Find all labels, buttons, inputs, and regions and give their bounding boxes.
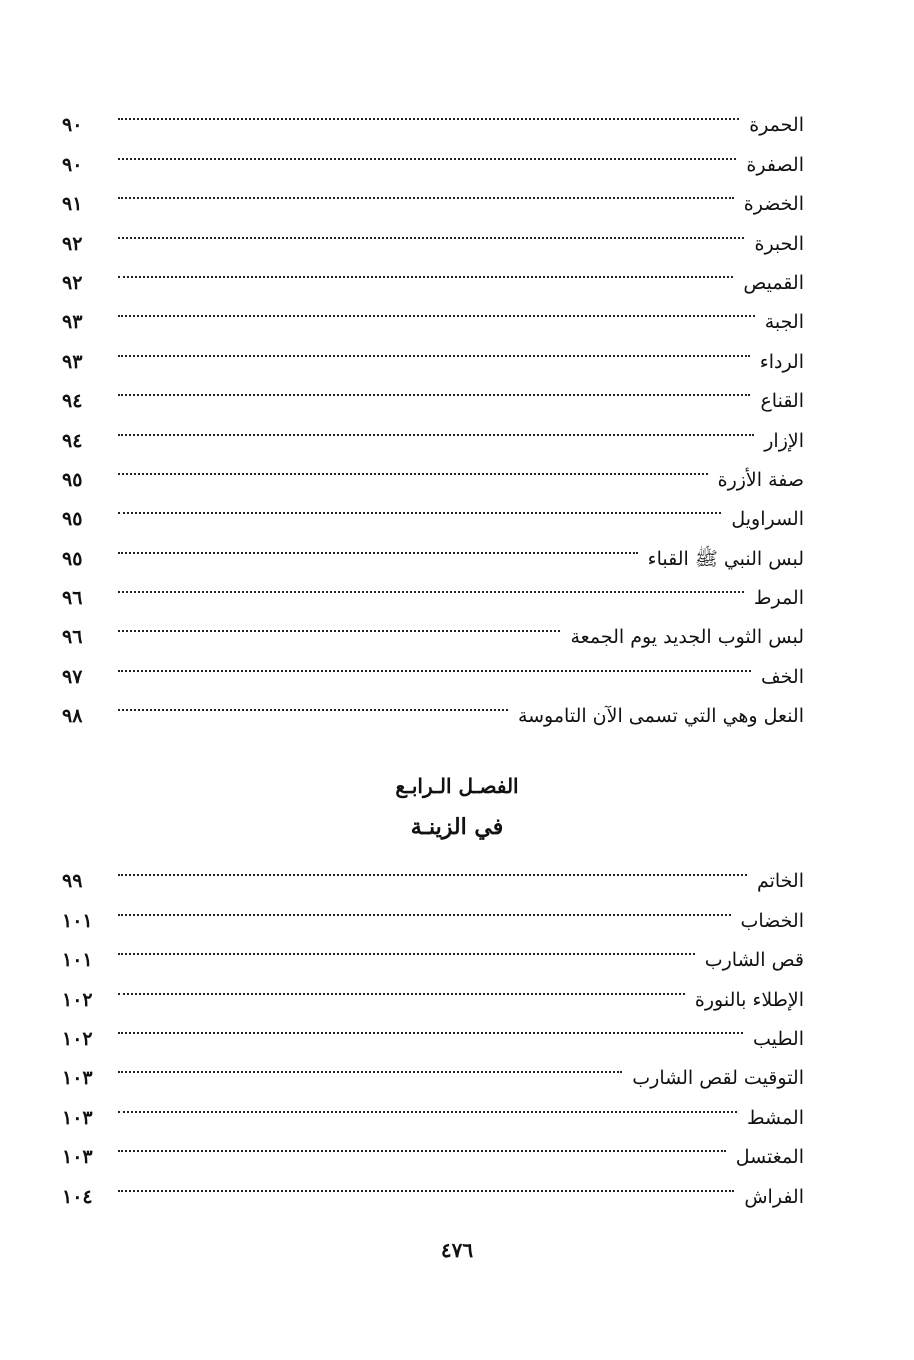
chapter-subtitle: في الزينـة <box>410 814 504 840</box>
dot-leader <box>118 210 748 249</box>
toc-entry <box>62 407 804 452</box>
entry-title: لبس النبي ﷺ القباء <box>647 547 804 570</box>
dot-leader <box>118 848 751 887</box>
entry-title: التوقيت لقص الشارب <box>632 1067 804 1090</box>
entry-page: ٩٥ <box>62 468 83 491</box>
entry-page: ١٠١ <box>62 949 93 972</box>
dot-leader <box>118 368 754 407</box>
entry-page: ١٠٣ <box>62 1146 93 1169</box>
chapter-heading: الفصـل الـرابـع <box>395 774 519 798</box>
dot-leader <box>118 604 564 643</box>
toc-entry <box>62 565 804 610</box>
dot-leader <box>118 289 759 328</box>
entry-title: المرط <box>753 587 804 610</box>
page-number: ٤٧٦ <box>440 1238 474 1262</box>
toc-entry <box>62 447 804 491</box>
entry-title: الخاتم <box>756 870 804 893</box>
entry-page: ٩٣ <box>62 350 83 373</box>
entry-title: صفة الأزرة <box>717 468 804 491</box>
toc-entry <box>62 887 804 932</box>
dot-leader <box>118 328 754 367</box>
entry-page: ١٠٢ <box>62 1027 93 1050</box>
toc-entry <box>62 1045 804 1090</box>
entry-page: ١٠٢ <box>62 988 93 1011</box>
entry-page: ٩٢ <box>62 271 83 294</box>
toc-entry <box>62 1084 804 1129</box>
entry-title: لبس الثوب الجديد يوم الجمعة <box>570 626 804 649</box>
entry-page: ٩٦ <box>62 626 83 649</box>
entry-page: ١٠٣ <box>62 1067 93 1090</box>
dot-leader <box>118 250 737 289</box>
entry-page: ١٠١ <box>62 909 93 932</box>
dot-leader <box>118 92 743 131</box>
entry-page: ٩٣ <box>62 311 83 334</box>
entry-page: ٩٦ <box>62 587 83 610</box>
dot-leader <box>118 525 642 564</box>
entry-page: ٩٤ <box>62 390 83 413</box>
dot-leader <box>118 131 740 170</box>
dot-leader <box>118 447 712 486</box>
entry-title: الجبة <box>764 311 804 334</box>
toc-entry <box>62 604 804 649</box>
toc-entry <box>62 368 804 413</box>
toc-list-clothing <box>62 92 804 728</box>
entry-title: المشط <box>746 1106 804 1129</box>
entry-title: الإزار <box>764 429 804 452</box>
entry-title: القناع <box>760 390 804 413</box>
dot-leader <box>118 966 689 1005</box>
dot-leader <box>118 1045 626 1084</box>
entry-title: الخف <box>760 665 804 688</box>
entry-title: الإطلاء بالنورة <box>694 988 804 1011</box>
toc-entry <box>62 643 804 688</box>
entry-title: الرداء <box>759 350 804 373</box>
dot-leader <box>118 1163 738 1202</box>
entry-title: الخضرة <box>743 193 804 216</box>
entry-page: ٩٠ <box>62 114 83 137</box>
entry-page: ١٠٣ <box>62 1106 93 1129</box>
dot-leader <box>118 643 755 682</box>
entry-page: ٩١ <box>62 193 83 216</box>
entry-title: المغتسل <box>735 1146 804 1169</box>
entry-title: الحمرة <box>749 114 804 137</box>
toc-entry <box>62 927 804 972</box>
dot-leader <box>118 486 725 525</box>
dot-leader <box>118 887 735 926</box>
toc-entry <box>62 328 804 373</box>
entry-title: السراويل <box>731 508 804 531</box>
entry-title: الخضاب <box>740 909 804 932</box>
toc-entry <box>62 1006 804 1050</box>
toc-entry <box>62 683 804 728</box>
entry-page: ٩٧ <box>62 665 83 688</box>
toc-entry <box>62 848 804 893</box>
entry-page: ٩٤ <box>62 429 83 452</box>
toc-entry <box>62 250 804 294</box>
dot-leader <box>118 1006 747 1045</box>
dot-leader <box>118 407 758 446</box>
dot-leader <box>118 683 512 722</box>
entry-title: قص الشارب <box>704 949 804 972</box>
dot-leader <box>118 171 738 210</box>
toc-entry <box>62 92 804 137</box>
entry-title: الطيب <box>752 1027 804 1050</box>
entry-title: القميص <box>743 271 804 294</box>
toc-entry <box>62 1163 804 1208</box>
toc-entry <box>62 525 804 570</box>
entry-title: النعل وهي التي تسمى الآن التاموسة <box>517 705 804 728</box>
entry-page: ١٠٤ <box>62 1185 93 1208</box>
entry-title: الفراش <box>744 1185 804 1208</box>
entry-page: ٩٥ <box>62 547 83 570</box>
entry-page: ٩٠ <box>62 153 83 176</box>
entry-page: ٩٢ <box>62 232 83 255</box>
toc-entry <box>62 289 804 334</box>
dot-leader <box>118 1084 741 1123</box>
entry-title: الحبرة <box>754 232 804 255</box>
toc-entry <box>62 966 804 1011</box>
entry-title: الصفرة <box>746 153 804 176</box>
dot-leader <box>118 1124 730 1163</box>
entry-page: ٩٥ <box>62 508 83 531</box>
entry-page: ٩٩ <box>62 870 83 893</box>
toc-entry <box>62 486 804 531</box>
toc-entry <box>62 1124 804 1169</box>
toc-list-adornment <box>62 848 804 1208</box>
dot-leader <box>118 565 748 604</box>
toc-entry <box>62 131 804 176</box>
entry-page: ٩٨ <box>62 705 83 728</box>
dot-leader <box>118 927 699 966</box>
toc-entry <box>62 210 804 255</box>
toc-entry <box>62 171 804 216</box>
